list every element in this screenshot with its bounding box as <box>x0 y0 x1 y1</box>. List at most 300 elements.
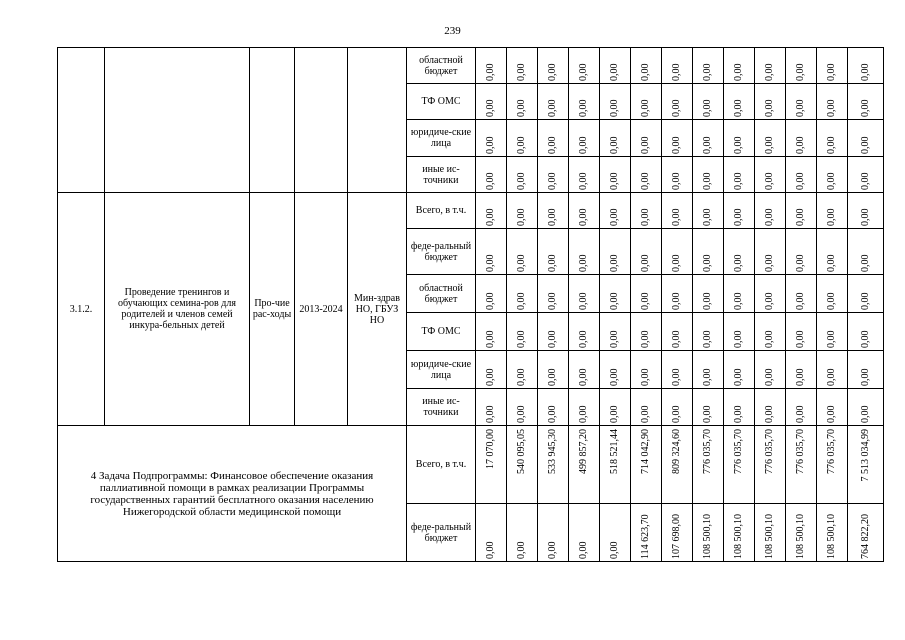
value-text: 499 857,20 <box>578 429 589 474</box>
value-text: 0,00 <box>826 172 837 190</box>
value-cell <box>786 351 817 389</box>
value-text: 0,00 <box>795 99 806 117</box>
value-cell <box>817 193 848 229</box>
value-cell <box>538 275 569 313</box>
value-cell <box>600 426 631 504</box>
value-cell <box>724 157 755 193</box>
value-text: 0,00 <box>826 330 837 348</box>
value-cell <box>507 351 538 389</box>
value-text: 0,00 <box>795 254 806 272</box>
value-text: 0,00 <box>733 254 744 272</box>
value-cell <box>786 504 817 562</box>
value-text: 0,00 <box>859 63 871 81</box>
value-text: 0,00 <box>485 208 496 226</box>
value-text: 0,00 <box>578 254 589 272</box>
value-cell <box>724 84 755 120</box>
cont-period-cell <box>295 48 348 193</box>
value-cell <box>507 84 538 120</box>
value-text: 0,00 <box>795 368 806 386</box>
page-number: 239 <box>444 25 461 37</box>
value-cell <box>631 120 662 157</box>
value-text: 0,00 <box>826 63 837 81</box>
value-text: 0,00 <box>764 99 775 117</box>
value-cell <box>755 426 786 504</box>
value-cell <box>817 157 848 193</box>
value-cell <box>662 504 693 562</box>
source-label: Всего, в т.ч. <box>407 193 476 229</box>
value-text: 0,00 <box>547 368 558 386</box>
value-cell <box>693 351 724 389</box>
value-cell <box>786 84 817 120</box>
value-cell <box>817 84 848 120</box>
value-cell <box>507 426 538 504</box>
value-cell <box>476 157 507 193</box>
value-cell <box>786 193 817 229</box>
value-cell <box>693 229 724 275</box>
source-label: юридиче-ские лица <box>407 120 476 157</box>
cont-code-cell <box>58 48 105 193</box>
value-cell <box>786 229 817 275</box>
value-text: 0,00 <box>609 541 620 559</box>
value-text: 0,00 <box>733 136 744 154</box>
value-text: 0,00 <box>764 368 775 386</box>
value-cell <box>817 504 848 562</box>
value-text: 0,00 <box>702 368 713 386</box>
value-text: 518 521,44 <box>609 429 620 474</box>
value-cell <box>600 389 631 426</box>
value-text: 0,00 <box>609 63 620 81</box>
value-text: 0,00 <box>640 99 651 117</box>
value-text: 776 035,70 <box>764 429 775 474</box>
value-text: 0,00 <box>485 99 496 117</box>
value-cell <box>817 351 848 389</box>
value-cell <box>755 389 786 426</box>
value-cell <box>817 426 848 504</box>
value-cell <box>507 313 538 351</box>
value-cell <box>662 426 693 504</box>
value-text: 0,00 <box>733 405 744 423</box>
source-label: иные ис-точники <box>407 157 476 193</box>
value-text: 0,00 <box>702 292 713 310</box>
value-text: 0,00 <box>640 254 651 272</box>
value-text: 0,00 <box>516 63 527 81</box>
value-text: 0,00 <box>547 330 558 348</box>
value-text: 0,00 <box>609 405 620 423</box>
value-text: 776 035,70 <box>733 429 744 474</box>
value-cell <box>631 84 662 120</box>
value-text: 0,00 <box>795 172 806 190</box>
value-cell <box>724 504 755 562</box>
value-cell <box>662 313 693 351</box>
value-cell <box>538 389 569 426</box>
value-cell <box>538 426 569 504</box>
table-row <box>58 426 884 504</box>
value-cell <box>848 157 884 193</box>
value-text: 108 500,10 <box>764 514 775 559</box>
value-cell <box>538 351 569 389</box>
value-text: 0,00 <box>547 541 558 559</box>
value-cell <box>600 313 631 351</box>
value-cell <box>693 193 724 229</box>
value-text: 107 698,00 <box>671 514 682 559</box>
value-text: 0,00 <box>547 405 558 423</box>
value-cell <box>755 157 786 193</box>
value-cell <box>786 426 817 504</box>
value-cell <box>848 504 884 562</box>
value-text: 0,00 <box>702 99 713 117</box>
value-cell <box>476 48 507 84</box>
value-cell <box>600 229 631 275</box>
value-cell <box>631 426 662 504</box>
row-name: Проведение тренингов и обучающих семина-ров для родителей и членов семей инкура-бельных детей <box>105 193 250 426</box>
value-cell <box>817 389 848 426</box>
value-cell <box>538 84 569 120</box>
value-cell <box>724 426 755 504</box>
value-cell <box>755 193 786 229</box>
value-cell <box>507 48 538 84</box>
value-cell <box>662 48 693 84</box>
value-cell <box>631 504 662 562</box>
value-text: 0,00 <box>702 330 713 348</box>
value-cell <box>662 193 693 229</box>
source-label: юридиче-ские лица <box>407 351 476 389</box>
value-text: 0,00 <box>485 136 496 154</box>
value-cell <box>538 193 569 229</box>
source-label: областной бюджет <box>407 275 476 313</box>
value-text: 0,00 <box>609 99 620 117</box>
value-cell <box>631 389 662 426</box>
value-cell <box>538 48 569 84</box>
value-text: 0,00 <box>826 254 837 272</box>
value-cell <box>848 229 884 275</box>
value-cell <box>817 275 848 313</box>
source-label: феде-ральный бюджет <box>407 504 476 562</box>
value-text: 0,00 <box>547 254 558 272</box>
value-text: 0,00 <box>578 541 589 559</box>
value-cell <box>848 84 884 120</box>
value-cell <box>476 120 507 157</box>
value-text: 0,00 <box>640 368 651 386</box>
value-text: 0,00 <box>640 292 651 310</box>
value-text: 0,00 <box>859 136 871 154</box>
value-cell <box>662 157 693 193</box>
value-text: 0,00 <box>547 172 558 190</box>
value-cell <box>848 193 884 229</box>
value-text: 0,00 <box>485 292 496 310</box>
value-cell <box>538 504 569 562</box>
value-text: 0,00 <box>485 254 496 272</box>
value-text: 0,00 <box>671 208 682 226</box>
value-text: 0,00 <box>485 330 496 348</box>
value-text: 0,00 <box>733 292 744 310</box>
value-text: 0,00 <box>764 208 775 226</box>
value-cell <box>507 504 538 562</box>
value-cell <box>476 504 507 562</box>
value-text: 0,00 <box>578 99 589 117</box>
value-text: 0,00 <box>485 63 496 81</box>
value-text: 0,00 <box>733 172 744 190</box>
value-text: 0,00 <box>485 405 496 423</box>
value-text: 0,00 <box>609 172 620 190</box>
value-cell <box>724 48 755 84</box>
source-label: областной бюджет <box>407 48 476 84</box>
value-text: 0,00 <box>702 136 713 154</box>
value-cell <box>538 313 569 351</box>
value-cell <box>476 389 507 426</box>
value-cell <box>507 120 538 157</box>
value-cell <box>538 229 569 275</box>
value-text: 0,00 <box>702 63 713 81</box>
value-cell <box>600 157 631 193</box>
value-text: 108 500,10 <box>826 514 837 559</box>
value-text: 0,00 <box>516 99 527 117</box>
row-executor: Мин-здрав НО, ГБУЗ НО <box>348 193 407 426</box>
value-text: 0,00 <box>578 208 589 226</box>
value-text: 0,00 <box>859 99 871 117</box>
value-cell <box>476 193 507 229</box>
value-cell <box>476 275 507 313</box>
value-text: 0,00 <box>640 172 651 190</box>
source-label: иные ис-точники <box>407 389 476 426</box>
value-cell <box>724 275 755 313</box>
value-text: 0,00 <box>547 208 558 226</box>
value-text: 0,00 <box>733 208 744 226</box>
value-cell <box>600 48 631 84</box>
value-cell <box>631 193 662 229</box>
value-text: 0,00 <box>859 208 871 226</box>
value-text: 0,00 <box>733 63 744 81</box>
value-text: 0,00 <box>702 405 713 423</box>
source-label: ТФ ОМС <box>407 84 476 120</box>
value-text: 0,00 <box>516 368 527 386</box>
value-text: 0,00 <box>485 172 496 190</box>
value-text: 0,00 <box>702 254 713 272</box>
value-cell <box>538 120 569 157</box>
value-text: 0,00 <box>671 254 682 272</box>
value-cell <box>569 504 600 562</box>
source-label: ТФ ОМС <box>407 313 476 351</box>
value-text: 0,00 <box>859 368 871 386</box>
value-cell <box>631 313 662 351</box>
value-text: 108 500,10 <box>733 514 744 559</box>
value-text: 0,00 <box>671 368 682 386</box>
row-period: 2013-2024 <box>295 193 348 426</box>
value-cell <box>817 120 848 157</box>
value-text: 533 945,30 <box>547 429 558 474</box>
value-cell <box>476 426 507 504</box>
value-text: 0,00 <box>640 405 651 423</box>
value-text: 0,00 <box>671 405 682 423</box>
cont-executor-cell <box>348 48 407 193</box>
value-cell <box>817 229 848 275</box>
value-cell <box>848 313 884 351</box>
value-text: 0,00 <box>826 99 837 117</box>
value-cell <box>848 48 884 84</box>
value-text: 0,00 <box>733 99 744 117</box>
value-cell <box>755 351 786 389</box>
value-text: 0,00 <box>826 368 837 386</box>
value-text: 0,00 <box>485 368 496 386</box>
value-text: 0,00 <box>485 541 496 559</box>
value-text: 0,00 <box>733 368 744 386</box>
value-text: 108 500,10 <box>702 514 713 559</box>
value-text: 7 513 034,99 <box>859 429 871 482</box>
value-cell <box>724 351 755 389</box>
value-text: 0,00 <box>578 172 589 190</box>
value-cell <box>569 84 600 120</box>
value-text: 0,00 <box>733 330 744 348</box>
value-text: 0,00 <box>764 172 775 190</box>
value-text: 0,00 <box>640 63 651 81</box>
value-cell <box>631 275 662 313</box>
value-text: 0,00 <box>795 292 806 310</box>
value-text: 0,00 <box>859 330 871 348</box>
value-text: 0,00 <box>516 208 527 226</box>
cont-type-cell <box>250 48 295 193</box>
value-cell <box>631 229 662 275</box>
value-cell <box>693 275 724 313</box>
value-text: 0,00 <box>547 292 558 310</box>
table-row <box>58 48 884 84</box>
value-cell <box>848 426 884 504</box>
value-text: 0,00 <box>516 136 527 154</box>
value-cell <box>662 351 693 389</box>
value-text: 0,00 <box>764 292 775 310</box>
value-text: 0,00 <box>795 63 806 81</box>
value-cell <box>755 313 786 351</box>
value-text: 0,00 <box>516 292 527 310</box>
value-cell <box>569 313 600 351</box>
value-cell <box>786 389 817 426</box>
value-text: 0,00 <box>578 405 589 423</box>
value-text: 0,00 <box>671 172 682 190</box>
value-text: 809 324,60 <box>671 429 682 474</box>
value-cell <box>848 389 884 426</box>
value-cell <box>507 275 538 313</box>
value-cell <box>724 389 755 426</box>
value-cell <box>569 275 600 313</box>
value-text: 0,00 <box>609 292 620 310</box>
value-cell <box>755 84 786 120</box>
value-text: 714 042,90 <box>640 429 651 474</box>
value-cell <box>786 275 817 313</box>
value-text: 0,00 <box>859 172 871 190</box>
value-text: 0,00 <box>671 330 682 348</box>
value-cell <box>600 351 631 389</box>
value-text: 776 035,70 <box>702 429 713 474</box>
value-cell <box>569 120 600 157</box>
value-cell <box>569 351 600 389</box>
value-text: 0,00 <box>516 541 527 559</box>
value-text: 0,00 <box>547 136 558 154</box>
value-cell <box>724 193 755 229</box>
value-cell <box>693 313 724 351</box>
value-cell <box>662 229 693 275</box>
value-text: 0,00 <box>578 136 589 154</box>
value-cell <box>569 157 600 193</box>
value-cell <box>662 275 693 313</box>
value-cell <box>476 351 507 389</box>
value-text: 0,00 <box>640 330 651 348</box>
value-cell <box>569 426 600 504</box>
value-text: 764 822,20 <box>859 514 871 559</box>
value-text: 0,00 <box>671 63 682 81</box>
value-text: 0,00 <box>578 63 589 81</box>
value-cell <box>693 48 724 84</box>
value-cell <box>507 157 538 193</box>
value-cell <box>755 504 786 562</box>
value-text: 0,00 <box>578 368 589 386</box>
value-cell <box>786 313 817 351</box>
value-text: 776 035,70 <box>795 429 806 474</box>
value-text: 0,00 <box>578 330 589 348</box>
value-cell <box>724 229 755 275</box>
value-text: 0,00 <box>640 208 651 226</box>
value-cell <box>755 48 786 84</box>
value-cell <box>662 84 693 120</box>
value-cell <box>569 193 600 229</box>
value-cell <box>817 48 848 84</box>
value-cell <box>538 157 569 193</box>
value-text: 0,00 <box>516 405 527 423</box>
value-text: 0,00 <box>764 63 775 81</box>
row-expense-type: Про-чие рас-ходы <box>250 193 295 426</box>
value-text: 0,00 <box>795 208 806 226</box>
value-text: 0,00 <box>671 136 682 154</box>
value-cell <box>817 313 848 351</box>
value-cell <box>724 120 755 157</box>
value-cell <box>507 389 538 426</box>
value-text: 0,00 <box>859 254 871 272</box>
value-text: 0,00 <box>640 136 651 154</box>
value-text: 0,00 <box>764 405 775 423</box>
value-cell <box>569 389 600 426</box>
value-text: 0,00 <box>702 172 713 190</box>
value-cell <box>662 389 693 426</box>
value-text: 0,00 <box>826 292 837 310</box>
value-cell <box>507 229 538 275</box>
value-cell <box>693 84 724 120</box>
value-cell <box>631 48 662 84</box>
value-cell <box>476 229 507 275</box>
value-cell <box>569 229 600 275</box>
value-cell <box>755 229 786 275</box>
value-text: 0,00 <box>516 330 527 348</box>
value-text: 0,00 <box>826 136 837 154</box>
value-cell <box>569 48 600 84</box>
value-text: 776 035,70 <box>826 429 837 474</box>
value-text: 0,00 <box>764 136 775 154</box>
value-cell <box>600 84 631 120</box>
value-cell <box>507 193 538 229</box>
value-cell <box>786 48 817 84</box>
value-cell <box>600 504 631 562</box>
value-text: 0,00 <box>609 368 620 386</box>
value-cell <box>755 275 786 313</box>
value-cell <box>848 275 884 313</box>
value-text: 0,00 <box>671 99 682 117</box>
value-text: 0,00 <box>547 99 558 117</box>
value-cell <box>848 351 884 389</box>
value-cell <box>786 157 817 193</box>
value-text: 17 070,00 <box>485 429 496 469</box>
value-cell <box>693 426 724 504</box>
value-cell <box>693 157 724 193</box>
value-text: 114 623,70 <box>640 514 651 559</box>
value-text: 0,00 <box>609 330 620 348</box>
value-text: 0,00 <box>764 254 775 272</box>
value-cell <box>600 120 631 157</box>
